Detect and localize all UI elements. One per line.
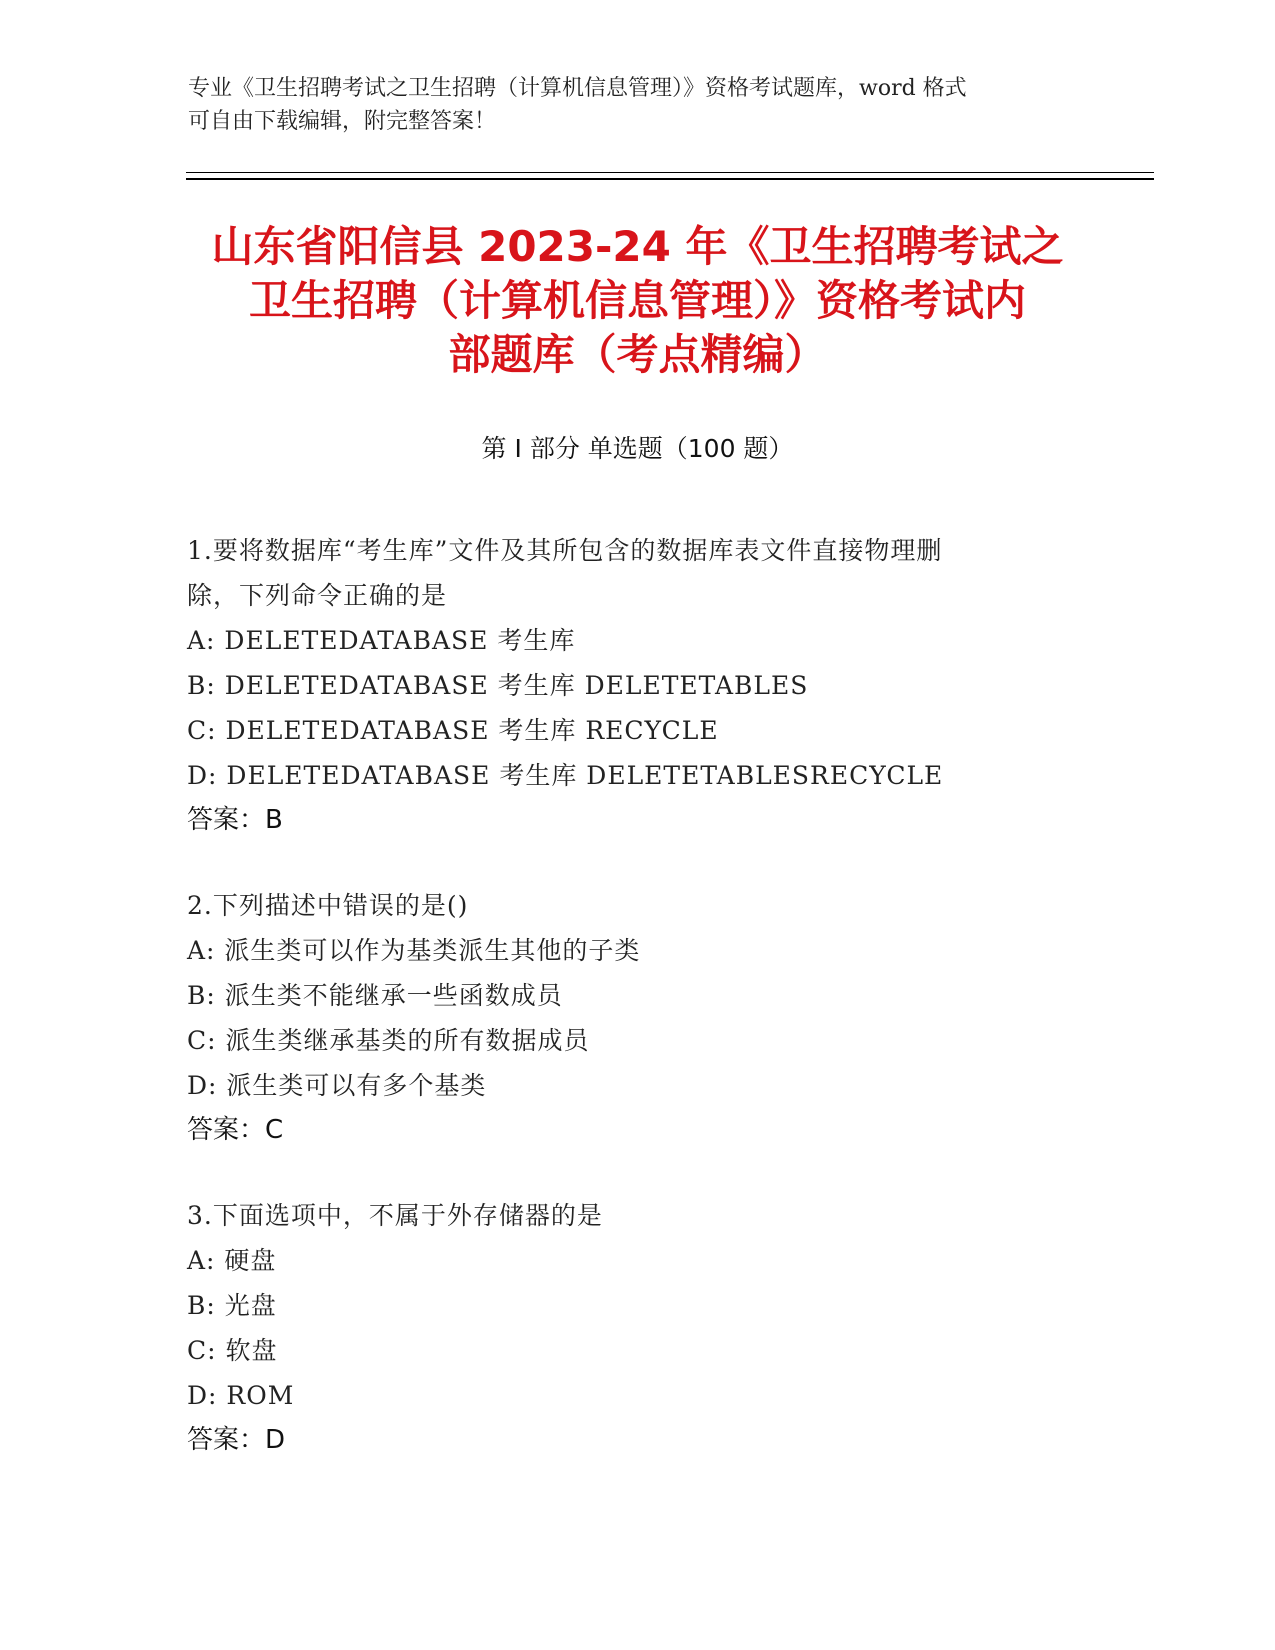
question-list — [187, 528, 1087, 1503]
option-c: C: DELETEDATABASE 考生库 RECYCLE — [187, 716, 719, 745]
question-stem-line: 3.下面选项中，不属于外存储器的是 — [187, 1201, 603, 1230]
question-stem-line: 1.要将数据库“考生库”文件及其所包含的数据库表文件直接物理删 — [187, 536, 943, 565]
question-stem-line: 除，下列命令正确的是 — [187, 581, 448, 610]
option-a: A: DELETEDATABASE 考生库 — [187, 626, 576, 655]
header-note-line-1: 专业《卫生招聘考试之卫生招聘（计算机信息管理）》资格考试题库，word 格式 — [188, 76, 967, 101]
option-d: D: DELETEDATABASE 考生库 DELETETABLESRECYCLE — [187, 761, 944, 790]
option-c: C: 派生类继承基类的所有数据成员 — [187, 1026, 590, 1055]
title-line-3: 部题库（考点精编） — [448, 330, 827, 379]
question-3 — [187, 1193, 1087, 1463]
title-line-2: 卫生招聘（计算机信息管理）》资格考试内 — [248, 276, 1026, 325]
header-note — [188, 72, 1088, 138]
option-a: A: 派生类可以作为基类派生其他的子类 — [187, 936, 641, 965]
option-d: D: ROM — [187, 1381, 295, 1410]
question-2 — [187, 883, 1087, 1153]
title-line-1: 山东省阳信县 2023-24 年《卫生招聘考试之 — [211, 222, 1064, 271]
header-divider-thin — [186, 172, 1154, 173]
question-stem-line: 2.下列描述中错误的是() — [187, 891, 469, 920]
option-c: C: 软盘 — [187, 1336, 278, 1365]
option-b: B: DELETEDATABASE 考生库 DELETETABLES — [187, 671, 809, 700]
answer-line: 答案：C — [187, 1115, 284, 1145]
option-b: B: 光盘 — [187, 1291, 277, 1320]
answer-line: 答案：D — [187, 1425, 286, 1455]
option-d: D: 派生类可以有多个基类 — [187, 1071, 487, 1100]
header-divider-thick — [186, 178, 1154, 180]
answer-line: 答案：B — [187, 805, 283, 835]
header-note-line-2: 可自由下载编辑，附完整答案！ — [188, 109, 497, 134]
option-a: A: 硬盘 — [187, 1246, 277, 1275]
section-heading: 第 I 部分 单选题（100 题） — [481, 434, 794, 463]
option-b: B: 派生类不能继承一些函数成员 — [187, 981, 563, 1010]
document-title — [150, 220, 1125, 382]
question-1 — [187, 528, 1087, 843]
